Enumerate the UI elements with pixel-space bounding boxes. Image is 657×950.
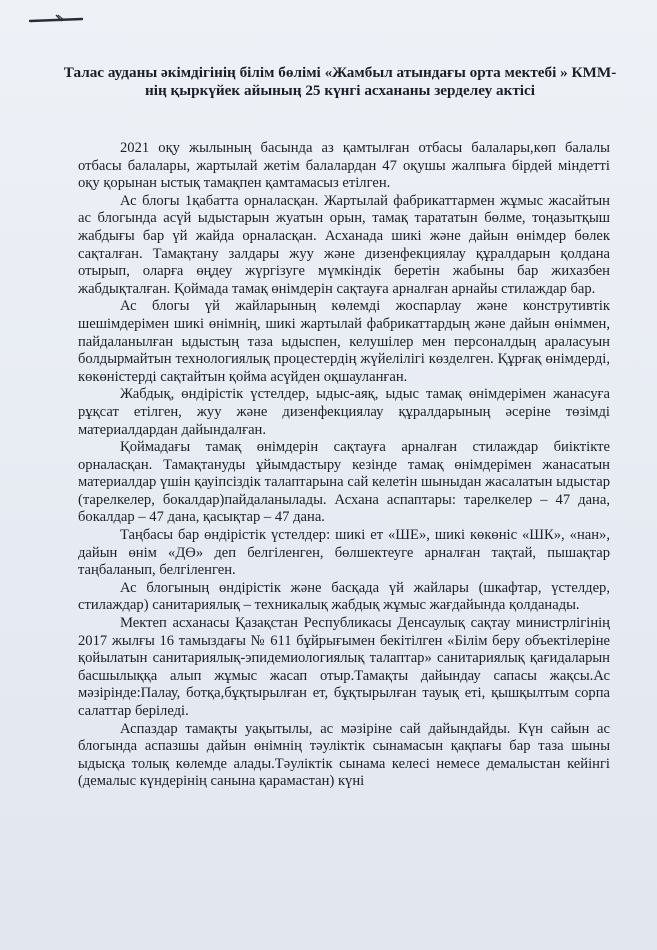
- paragraph: Мектеп асханасы Қазақстан Республикасы Денсаулық сақтау министрлігінің 2017 жылғы 16 тамыздағы № 611 бұйрығымен бекітілген «Білім беру объектілеріне қойылатын санитариялық-эпидемиологиялық талаптар» санитариялық қағидаларын басшылыққа алып жұмыс жасап отыр.Тамақты дайындау сапасы жақсы.Ас мәзірінде:Палау, ботқа,бұқтырылған ет, бұқтырылған тауық еті, қышқылтым сорпа салаттар беріледі.: [78, 615, 610, 719]
- document-body: [78, 140, 610, 791]
- document-title: Талас ауданы әкімдігінің білім бөлімі «Жамбыл атындағы орта мектебі » КММ-нің қыркүйек айының 25 күнгі асхананы зерделеу актісі: [63, 64, 617, 99]
- paragraph: Таңбасы бар өндірістік үстелдер: шикі ет «ШЕ», шикі көкөніс «ШК», «нан», дайын өнім «ДӨ» деп белгіленген, бөлшектеуге арналған тақтай, пышақтар таңбаланып, белгіленген.: [78, 527, 610, 579]
- paragraph: 2021 оқу жылының басында аз қамтылған отбасы балалары,көп балалы отбасы балалары, жартылай жетім балалардан 47 оқушы жалпыға бірдей міндетті оқу қорынан ыстық тамақпен қамтамасыз етілген.: [78, 140, 610, 192]
- paragraph: Аспаздар тамақты уақытылы, ас мәзіріне сай дайындайды. Күн сайын ас блогында аспазшы дайын өнімнің тәуліктік сынамасын қақпағы бар таза шыны ыдысқа толық көлемде алады.Тәуліктік сынама келесі немесе демалыстан кейінгі (демалыс күндерінің санына қарамастан) күні: [78, 720, 610, 790]
- paragraph: Қоймадағы тамақ өнімдерін сақтауға арналған стилаждар биіктікте орналасқан. Тамақтануды ұйымдастыру кезінде тамақ өнімдерімен жанасатын материалдар үшін қауіпсіздік талаптарына сай келетін шыныдан жасалатын ыдыстар (тарелкелер, бокалдар)пайдаланылады. Асхана аспаптары: тарелкелер – 47 дана, бокалдар – 47 дана, қасықтар – 47 дана.: [78, 439, 610, 526]
- paragraph: Жабдық, өндірістік үстелдер, ыдыс-аяқ, ыдыс тамақ өнімдерімен жанасуға рұқсат етілген, жуу және дизенфекциялау құралдарының әсеріне төзімді материалдардан дайындалған.: [78, 386, 610, 438]
- paragraph: Ас блогы 1қабатта орналасқан. Жартылай фабрикаттармен жұмыс жасайтын ас блогында асүй ыдыстарын жуатын орын, тамақ тарататын бөлме, тоңазытқыш жабдығы бар үй жайда орналасқан. Асханада шикі және дайын өнімдер бөлек сақталған. Тамақтану залдары жуу және дизенфекциялау құралдарын қолдана отырып, оларға өңдеу жүргізуге мүмкіндік беретін жабыны бар жихазбен жабдықталған. Қоймада тамақ өнімдерін сақтауға арналған арнайы стилаждар бар.: [78, 192, 610, 297]
- paragraph: Ас блогы үй жайларының көлемді жоспарлау және конструтивтік шешімдерімен шикі өнімнің, шикі жартылай фабрикаттардың және дайын өніммен, пайдаланылған ыдыстың таза ыдыспен, келушілер мен персоналдың араласуын болдырмайтын технологиялық процестердің жүйелілігі көзделген. Құрғақ өнімдерді, көкөністерді сақтайтын қойма асүйден оқшауланған.: [78, 298, 610, 385]
- paragraph: Ас блогының өндірістік және басқада үй жайлары (шкафтар, үстелдер, стилаждар) санитариялық – техникалық жабдық жұмыс жағдайында қолданады.: [78, 579, 610, 614]
- staple-mark-icon: [28, 14, 84, 26]
